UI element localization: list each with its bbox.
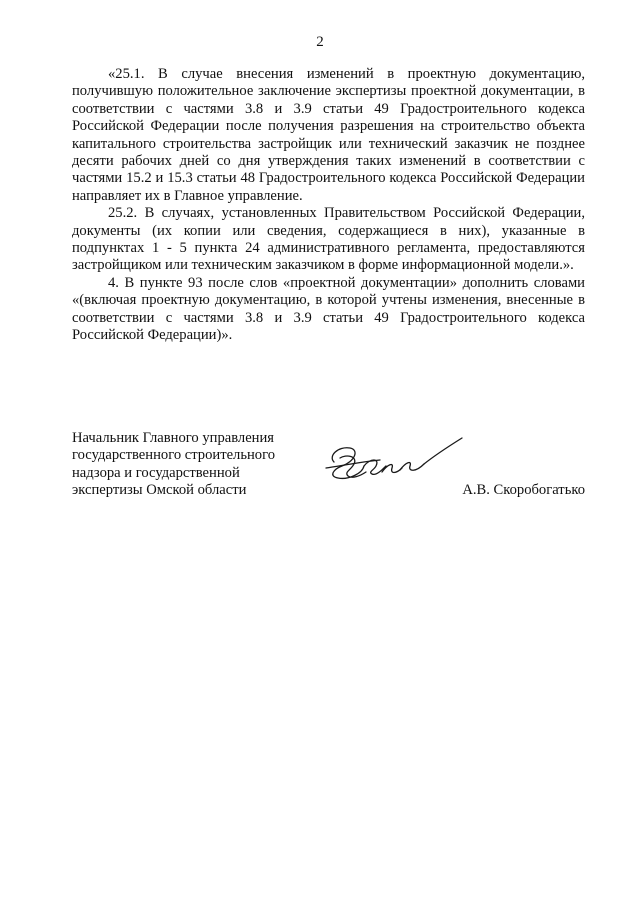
document-body xyxy=(72,66,585,345)
paragraph-25-2: 25.2. В случаях, установленных Правительством Российской Федерации, документы (их копии или сведения, содержащиеся в них), указанные в подпунктах 1 - 5 пункта 24 административного регламента, предоставляются застройщиком или техническим заказчиком в форме информационной модели.». xyxy=(72,205,585,274)
paragraph-25-1: «25.1. В случае внесения изменений в проектную документацию, получившую положительное заключение экспертизы проектной документации, в соответствии с частями 3.8 и 3.9 статьи 49 Градостроительного кодекса Российской Федерации после получения разрешения на строительство объекта капитального строительства застройщик или технический заказчик не позднее десяти рабочих дней со дня утверждения таких изменений в соответствии с частями 15.2 и 15.3 статьи 48 Градостроительного кодекса Российской Федерации направляет их в Главное управление. xyxy=(72,66,585,204)
signer-position-line: государственного строительного xyxy=(72,447,276,464)
paragraph-item-4: 4. В пункте 93 после слов «проектной документации» дополнить словами «(включая проектную документацию, в которой учтены изменения, внесенные в соответствии с частями 3.8 и 3.9 статьи 49 Градостроительного кодекса Российской Федерации)». xyxy=(72,274,585,344)
signer-name: А.В. Скоробогатько xyxy=(462,482,585,498)
signer-position-line: Начальник Главного управления xyxy=(72,430,275,446)
signature-block xyxy=(72,430,585,510)
signer-position-line: надзора и государственной xyxy=(72,464,240,481)
signer-position xyxy=(72,430,302,500)
signer-position-line: экспертизы Омской области xyxy=(72,482,247,499)
handwritten-signature xyxy=(320,432,470,492)
page-number: 2 xyxy=(316,34,324,50)
